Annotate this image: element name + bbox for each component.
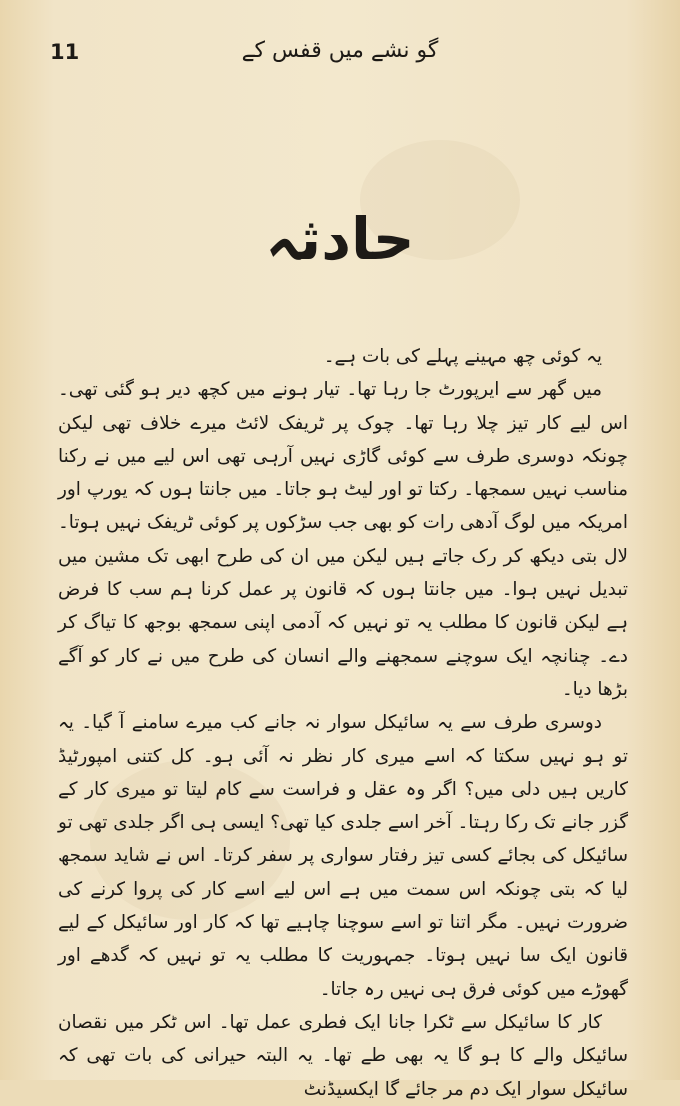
- body-text: [58, 340, 628, 1100]
- paragraph: میں گھر سے ایرپورٹ جا رہا تھا۔ تیار ہونے میں کچھ دیر ہو گئی تھی۔ اس لیے کار تیز چلا رہا تھا۔ چوک پر ٹریفک لائٹ میرے خلاف تھی لیکن چونکہ دوسری طرف سے کوئی گاڑی نہیں آرہی تھی اس لیے میں نے رکنا مناسب نہیں سمجھا۔ رکتا تو اور لیٹ ہو جاتا۔ میں جانتا ہوں کہ یورپ اور امریکہ میں لوگ آدھی رات کو بھی جب سڑکوں پر کوئی ٹریفک نہیں ہوتا۔ لال بتی دیکھ کر رک جاتے ہیں لیکن میں ان کی طرح ابھی تک مشین میں تبدیل نہیں ہوا۔ میں جانتا ہوں کہ قانون پر عمل کرنا ہم سب کا فرض ہے لیکن قانون کا مطلب یہ تو نہیں کہ آدمی اپنی سمجھ بوجھ کا تیاگ کر دے۔ چنانچہ ایک سوچنے سمجھنے والے انسان کی طرح میں نے کار کو آگے بڑھا دیا۔: [58, 379, 628, 700]
- paragraph: کار کا سائیکل سے ٹکرا جانا ایک فطری عمل تھا۔ اس ٹکر میں نقصان سائیکل والے کا ہو گا یہ بھی طے تھا۔ یہ البتہ حیرانی کی بات تھی کہ سائیکل سوار ایک دم مر جائے گا ایکسیڈنٹ: [58, 1011, 628, 1100]
- page-header: [50, 36, 630, 76]
- page-number: 11: [50, 40, 80, 64]
- running-head: گو نشے میں قفس کے: [241, 38, 439, 63]
- chapter-title: حادثہ: [265, 205, 415, 273]
- paragraph: یہ کوئی چھ مہینے پہلے کی بات ہے۔: [323, 346, 602, 367]
- paragraph: دوسری طرف سے یہ سائیکل سوار نہ جانے کب میرے سامنے آ گیا۔ یہ تو ہو نہیں سکتا کہ اسے میری کار نظر نہ آئی ہو۔ کل کتنی امپورٹیڈ کاریں ہیں دلی میں؟ اگر وہ عقل و فراست سے کام لیتا تو میری کار کے گزر جانے تک رکا رہتا۔ آخر اسے جلدی کیا تھی؟ ایسی ہی اگر جلدی تھی تو سائیکل کی بجائے کسی تیز رفتار سواری پر سفر کرتا۔ اس نے شاید سمجھ لیا کہ بتی چونکہ اس سمت میں ہے اس لیے اسے کار کی پروا کرنے کی ضرورت نہیں۔ مگر اتنا تو اسے سوچنا چاہیے تھا کہ کار اور سائیکل کے لیے قانون ایک سا نہیں ہوتا۔ جمہوریت کا مطلب یہ تو نہیں کہ گدھے اور گھوڑے میں کوئی فرق ہی نہیں رہ جاتا۔: [58, 712, 628, 1000]
